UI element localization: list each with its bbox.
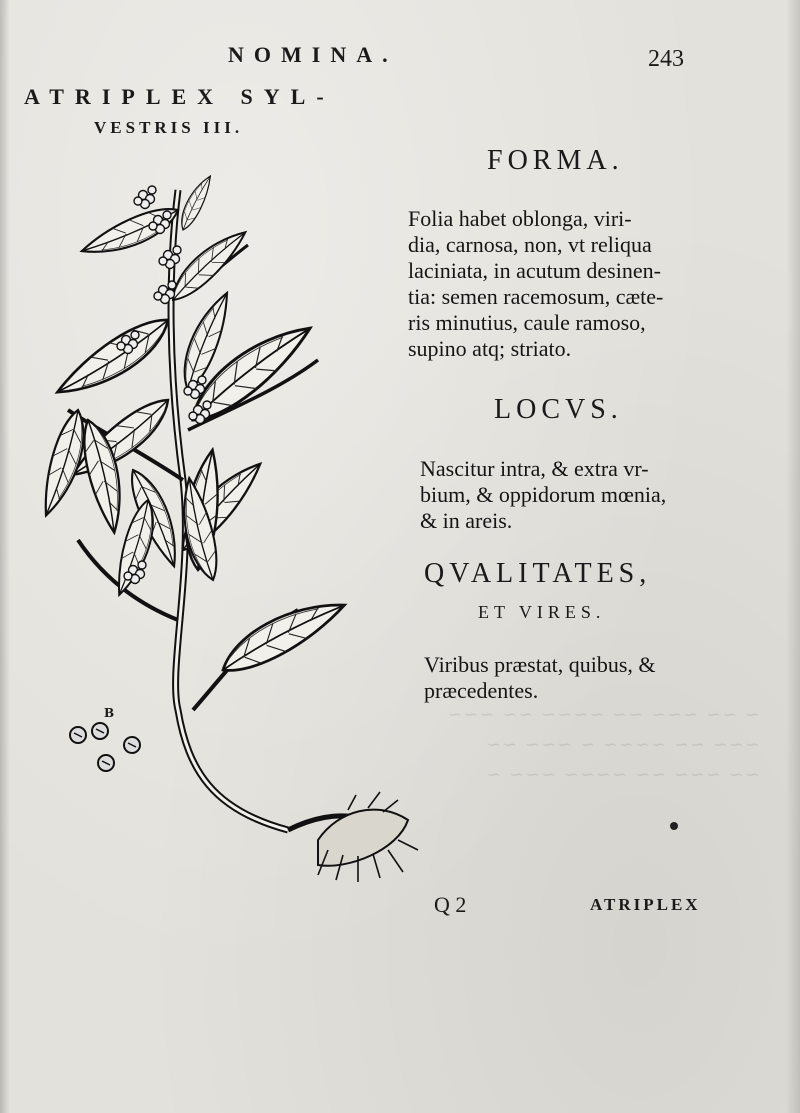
plant-name-line-2: VESTRIS III. [94,118,244,137]
text-line: ris minutius, caule ramoso, [408,310,646,335]
paragraph-forma [408,206,663,362]
page-number: 243 [648,46,684,72]
text-line: tia: semen racemosum, cæte- [408,284,664,309]
text-line: præcedentes. [424,678,539,703]
text-line: bium, & oppidorum mœnia, [420,482,667,507]
page-edge-shadow-right [786,0,800,1113]
paragraph-locus [420,456,666,534]
plant-name-line-1: ATRIPLEX SYL- [24,84,335,109]
paragraph-qualitates [424,652,656,704]
subheading-et-vires: ET VIRES. [478,602,606,622]
running-title: NOMINA. [228,42,398,67]
text-line: supino atq; striato. [408,336,572,361]
heading-qualitates: QVALITATES, [424,558,652,589]
text-line: laciniata, in acutum desinen- [408,258,661,283]
bleed-through-texture: ~ ~~ ~~~ ~~ ~~~~ ~~ ~~~ ~~~ ~~ ~~~~ ~ ~~~ ~~ ~~ ~~~ ~~ ~~~~ ~~~ ~ [446,704,760,785]
heading-forma: FORMA. [487,145,624,176]
plant-woodcut-illustration [18,150,438,890]
text-line: dia, carnosa, non, vt reliqua [408,232,652,257]
figure-label: B [104,706,115,720]
ink-speck [670,822,678,830]
page-edge-shadow-left [0,0,10,1113]
text-line: Folia habet oblonga, viri- [408,206,632,231]
text-line: Nascitur intra, & extra vr- [420,456,649,481]
text-line: & in areis. [420,508,513,533]
catchword: ATRIPLEX [590,895,701,914]
heading-locus: LOCVS. [494,394,623,425]
signature-mark: Q 2 [434,892,467,917]
text-line: Viribus præstat, quibus, & [424,652,656,677]
